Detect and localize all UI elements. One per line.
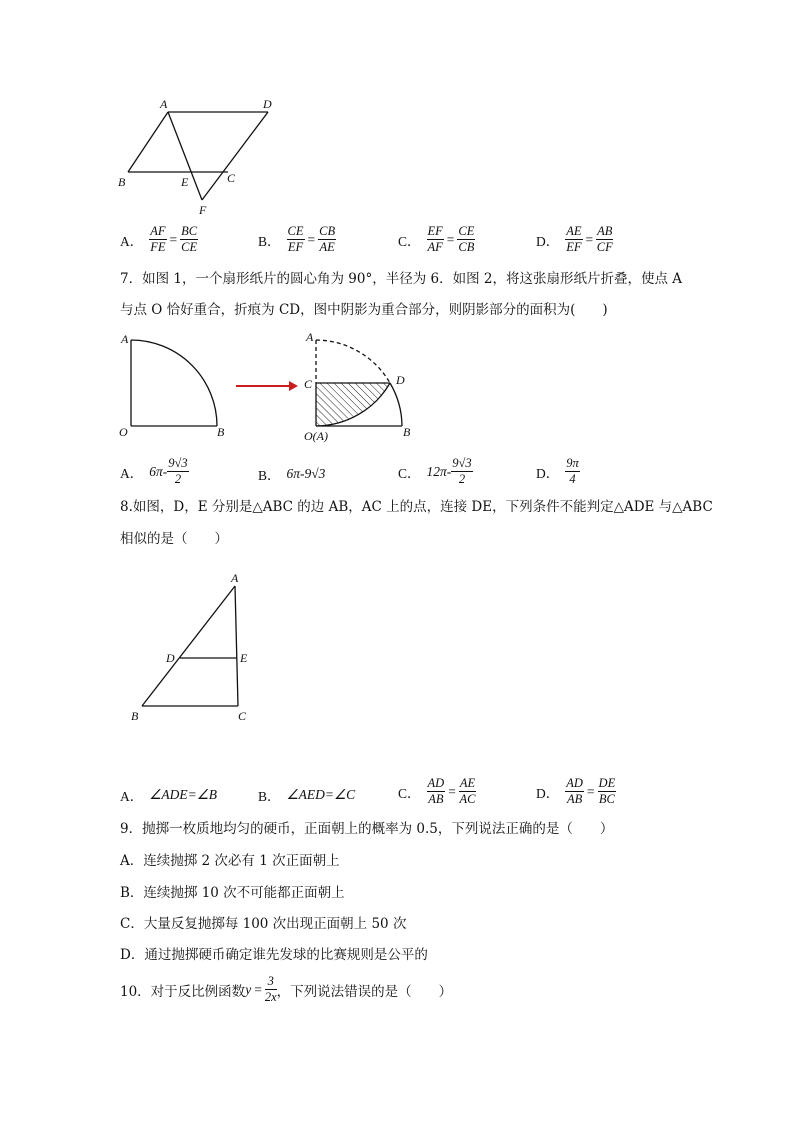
q7-fig2-label-B: B <box>403 425 411 439</box>
q7-fig2-label-A: A <box>306 330 314 344</box>
q8-stem-line2: 相似的是（ ） <box>120 531 228 547</box>
q6-option-b[interactable]: B． $\frac{CE}{EF}$ = $\frac{CB}{AE}$ <box>258 224 336 254</box>
q6-label-E: E <box>181 175 189 189</box>
q7-option-c[interactable]: C． 12π- $\frac{9√3}{2}$ <box>398 456 472 486</box>
q7-fig2-label-O: O(A) <box>304 429 328 443</box>
q6-option-d[interactable]: D． $\frac{AE}{EF}$ = $\frac{AB}{CF}$ <box>536 224 613 254</box>
q9-option-b[interactable]: B．连续抛掷 10 次不可能都正面朝上 <box>120 885 345 901</box>
q9-stem: 9．抛掷一枚质地均匀的硬币，正面朝上的概率为 0.5，下列说法正确的是（ ） <box>120 821 614 837</box>
q8-option-c[interactable]: C． $\frac{AD}{AB}$ = $\frac{AE}{AC}$ <box>398 776 476 806</box>
q7-stem-line2: 与点 O 恰好重合，折痕为 CD，图中阴影为重合部分，则阴影部分的面积为( ) <box>120 302 608 318</box>
q8-option-d[interactable]: D． $\frac{AD}{AB}$ = $\frac{DE}{BC}$ <box>536 776 616 806</box>
q6-option-c[interactable]: C． $\frac{EF}{AF}$ = $\frac{CE}{CB}$ <box>398 224 475 254</box>
q8-stem-line1: 8.如图，D，E 分别是△ABC 的边 AB，AC 上的点，连接 DE，下列条件不能判定△ADE 与△ABC <box>120 499 713 515</box>
q7-stem-line1: 7．如图 1，一个扇形纸片的圆心角为 90°，半径为 6．如图 2，将这张扇形纸片折叠，使点 A <box>120 271 682 287</box>
q7-option-b[interactable]: B． 6π-9√3 <box>258 466 326 483</box>
q9-option-d[interactable]: D．通过抛掷硬币确定谁先发球的比赛规则是公平的 <box>120 947 428 963</box>
q8-label-A: A <box>231 571 239 585</box>
q8-option-b[interactable]: B． ∠AED=∠C <box>258 787 356 804</box>
q7-fig2-label-C: C <box>304 377 313 391</box>
q8-label-B: B <box>131 709 139 723</box>
q6-label-F: F <box>199 203 207 217</box>
q7-fig2-label-D: D <box>396 373 405 387</box>
q6-label-B: B <box>118 175 126 189</box>
q10-stem: 10．对于反比例函数 y = $\frac{3}{2x}$ ，下列说法错误的是（ ） <box>120 974 453 1004</box>
q6-label-C: C <box>227 171 236 185</box>
q6-option-a[interactable]: A． $\frac{AF}{FE}$ = $\frac{BC}{CE}$ <box>120 224 198 254</box>
q7-option-d[interactable]: D． $\frac{9\pi}{4}$ <box>536 456 579 486</box>
q9-option-c[interactable]: C．大量反复抛掷每 100 次出现正面朝上 50 次 <box>120 916 407 932</box>
q8-option-a[interactable]: A． ∠ADE=∠B <box>120 787 218 804</box>
q9-option-a[interactable]: A．连续抛掷 2 次必有 1 次正面朝上 <box>120 853 340 869</box>
q7-fig1-label-A: A <box>121 332 129 346</box>
q8-label-D: D <box>166 651 175 665</box>
q7-fig1-label-O: O <box>119 425 128 439</box>
q8-label-C: C <box>238 709 247 723</box>
q6-label-D: D <box>263 97 272 111</box>
q7-fig1-label-B: B <box>217 425 225 439</box>
q6-label-A: A <box>160 97 168 111</box>
q8-label-E: E <box>240 651 248 665</box>
q7-option-a[interactable]: A． 6π- $\frac{9√3}{2}$ <box>120 456 188 486</box>
